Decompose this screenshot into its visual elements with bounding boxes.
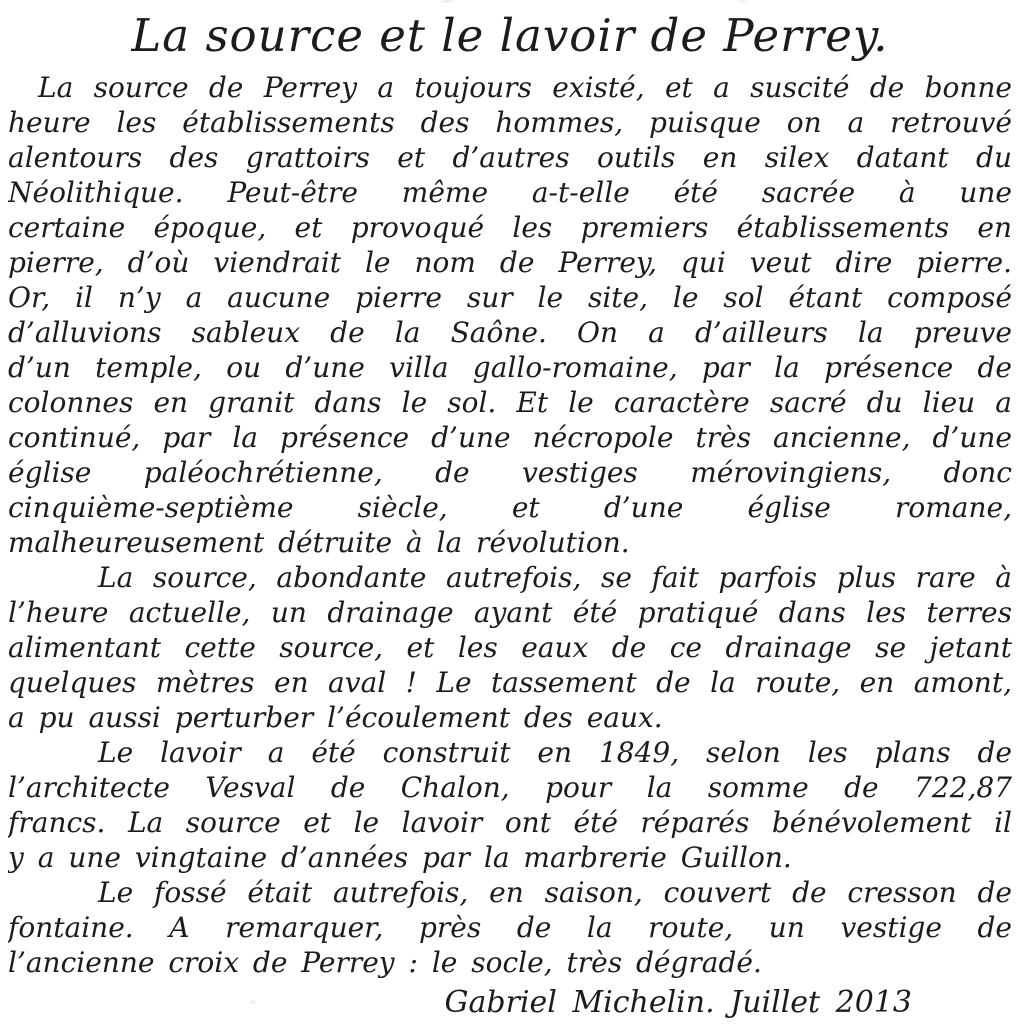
text-line: a pu aussi perturber l’écoulement des eaux. (8, 701, 663, 734)
text-line: alimentant cette source, et les eaux de ce drainage se jetant (8, 631, 1012, 664)
document-body (8, 70, 1012, 980)
text-line: pierre, d’où viendrait le nom de Perrey, qui veut dire pierre. (8, 246, 1012, 279)
text-line: d’un temple, ou d’une villa gallo-romaine, par la présence de (8, 351, 1012, 384)
text-line: continué, par la présence d’une nécropole très ancienne, d’une (8, 421, 1012, 454)
text-line: francs. La source et le lavoir ont été réparés bénévolement il (8, 806, 1012, 839)
text-line: fontaine. A remarquer, près de la route, un vestige de (8, 911, 1012, 944)
text-line: malheureusement détruite à la révolution. (8, 526, 630, 559)
document-title: La source et le lavoir de Perrey. (131, 9, 889, 62)
text-line: l’heure actuelle, un drainage ayant été pratiqué dans les terres (8, 596, 1012, 629)
text-line: église paléochrétienne, de vestiges mérovingiens, donc (8, 456, 1012, 489)
text-line: quelques mètres en aval ! Le tassement de la route, en amont, (8, 666, 1012, 699)
text-line: alentours des grattoirs et d’autres outils en silex datant du (8, 141, 1012, 174)
paragraph (8, 875, 1012, 980)
scan-artifact (250, 1000, 256, 1004)
paragraph (8, 735, 1012, 875)
text-line: certaine époque, et provoqué les premiers établissements en (8, 211, 1012, 244)
text-line: La source de Perrey a toujours existé, et a suscité de bonne (38, 71, 1012, 104)
paragraph (8, 70, 1012, 560)
text-line: colonnes en granit dans le sol. Et le caractère sacré du lieu a (8, 386, 1012, 419)
text-line: Néolithique. Peut-être même a-t-elle été sacrée à une (8, 176, 1012, 209)
text-line: Le fossé était autrefois, en saison, couvert de cresson de (98, 876, 1012, 909)
text-line: cinquième-septième siècle, et d’une église romane, (8, 491, 1012, 524)
text-line: y a une vingtaine d’années par la marbrerie Guillon. (8, 841, 792, 874)
text-line: d’alluvions sableux de la Saône. On a d’ailleurs la preuve (8, 316, 1012, 349)
text-line: Le lavoir a été construit en 1849, selon les plans de (98, 736, 1012, 769)
text-line: l’architecte Vesval de Chalon, pour la somme de 722,87 (8, 771, 1012, 804)
text-line: Or, il n’y a aucune pierre sur le site, le sol étant composé (8, 281, 1012, 314)
paragraph (8, 560, 1012, 735)
text-line: l’ancienne croix de Perrey : le socle, très dégradé. (8, 946, 762, 979)
text-line: heure les établissements des hommes, puisque on a retrouvé (8, 106, 1012, 139)
scan-artifact (440, 0, 454, 3)
text-line: La source, abondante autrefois, se fait parfois plus rare à (98, 561, 1012, 594)
scan-artifact (738, 0, 748, 3)
signature: Gabriel Michelin. Juillet 2013 (444, 985, 912, 1020)
